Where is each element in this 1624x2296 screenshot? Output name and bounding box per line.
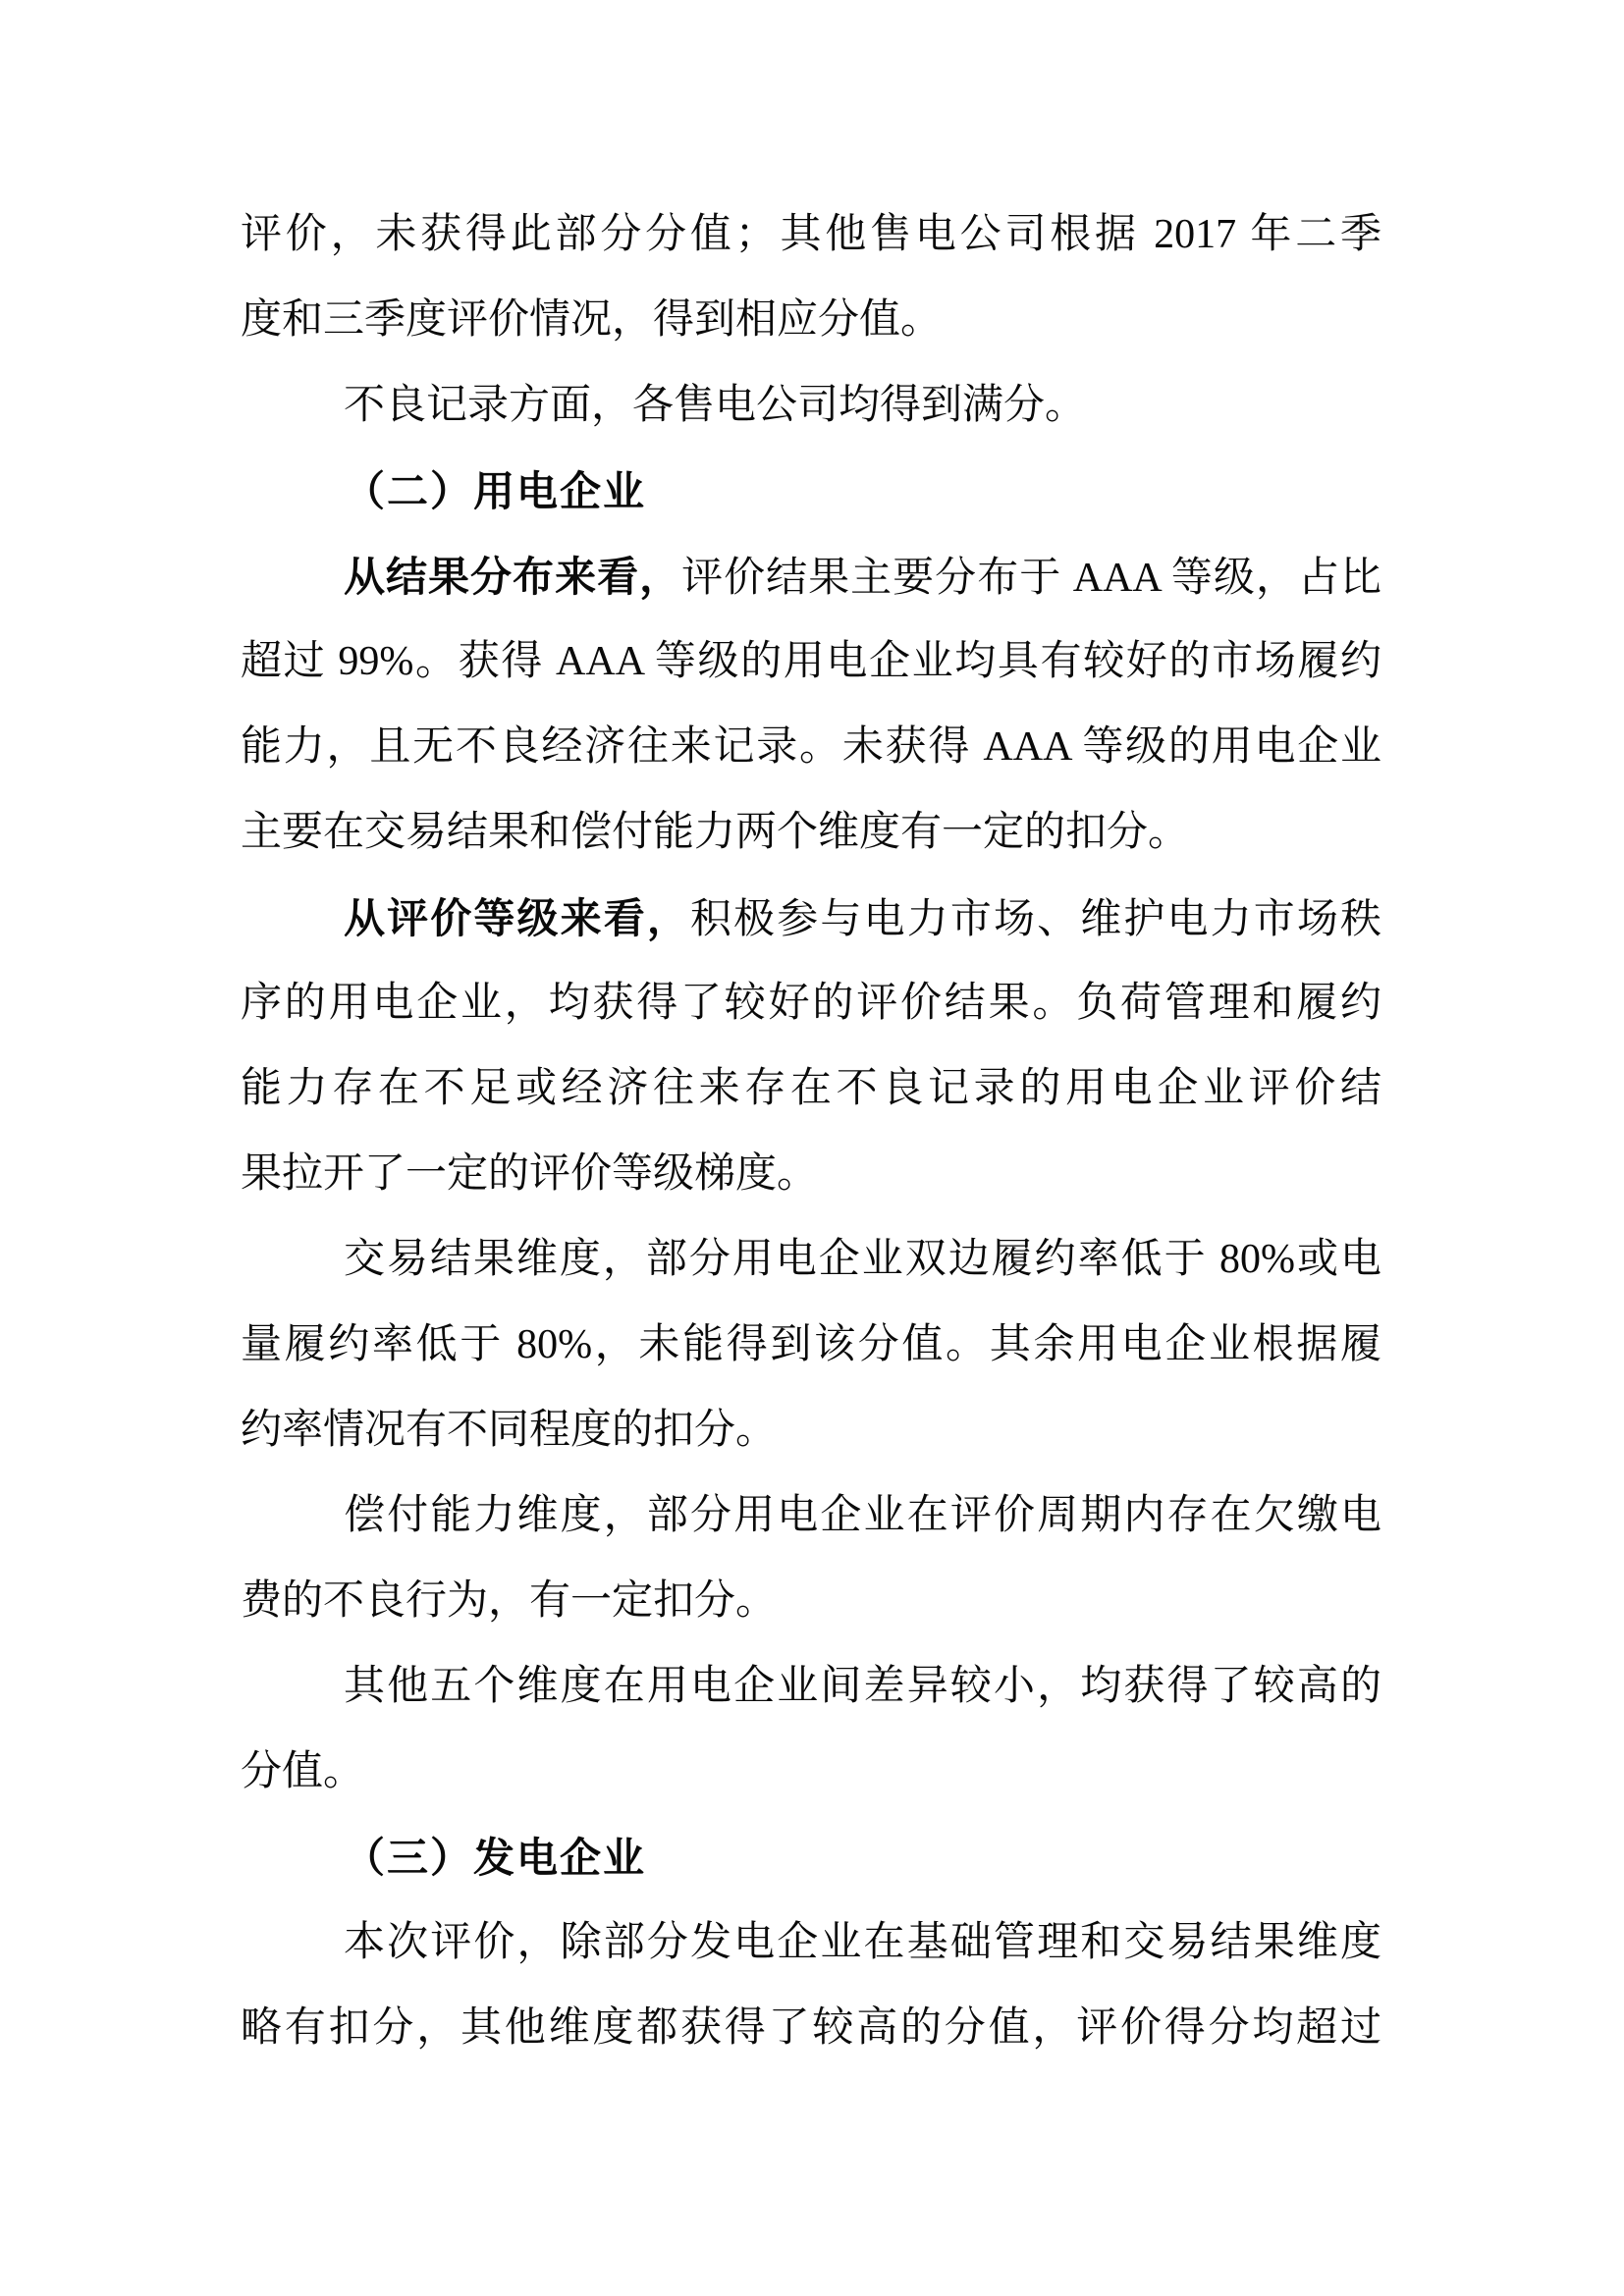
paragraph-line-02 [241, 278, 1381, 363]
text: 约率情况有不同程度的扣分。 [241, 1408, 778, 1453]
paragraph-line-03 [241, 363, 1381, 449]
paragraph-line-17 [241, 1559, 1381, 1644]
paragraph-line-11 [241, 1046, 1381, 1132]
paragraph-line-13 [241, 1217, 1381, 1303]
text: 积极参与电力市场、维护电力市场秩 [690, 897, 1381, 942]
paragraph-line-16 [241, 1473, 1381, 1559]
text: 本次评价，除部分发电企业在基础管理和交易结果维度 [344, 1920, 1381, 1965]
bold-lead-text: 从评价等级来看， [344, 895, 691, 941]
text: 果拉开了一定的评价等级梯度。 [241, 1151, 819, 1197]
text: 量履约率低于 80%，未能得到该分值。其余用电企业根据履 [241, 1322, 1381, 1367]
paragraph-line-09 [241, 876, 1381, 961]
text: 分值。 [241, 1749, 365, 1794]
document-body [241, 192, 1381, 2071]
paragraph-line-01 [241, 192, 1381, 278]
text: 评价，未获得此部分分值；其他售电公司根据 2017 年二季 [241, 212, 1381, 257]
text: 序的用电企业，均获得了较好的评价结果。负荷管理和履约 [241, 981, 1381, 1026]
paragraph-line-06 [241, 619, 1381, 705]
text: 超过 99%。获得 AAA 等级的用电企业均具有较好的市场履约 [241, 639, 1381, 684]
text: 其他五个维度在用电企业间差异较小，均获得了较高的 [344, 1664, 1381, 1709]
text: 度和三季度评价情况，得到相应分值。 [241, 297, 943, 343]
paragraph-line-21 [241, 1900, 1381, 1986]
text: 能力存在不足或经济往来存在不良记录的用电企业评价结 [241, 1066, 1381, 1111]
text: 不良记录方面，各售电公司均得到满分。 [344, 383, 1087, 428]
paragraph-line-05 [241, 534, 1381, 619]
paragraph-line-07 [241, 705, 1381, 790]
section-heading-power-generators [241, 1815, 1381, 1900]
text: 主要在交易结果和偿付能力两个维度有一定的扣分。 [241, 810, 1190, 855]
paragraph-line-15 [241, 1388, 1381, 1473]
bold-lead-text: 从结果分布来看， [344, 554, 682, 600]
text: 能力，且无不良经济往来记录。未获得 AAA 等级的用电企业 [241, 724, 1381, 770]
section-heading-power-consumers [241, 449, 1381, 534]
text: 略有扣分，其他维度都获得了较高的分值，评价得分均超过 [241, 2005, 1381, 2051]
paragraph-line-14 [241, 1303, 1381, 1388]
text: 费的不良行为，有一定扣分。 [241, 1578, 778, 1624]
paragraph-line-08 [241, 790, 1381, 876]
text: 偿付能力维度，部分用电企业在评价周期内存在欠缴电 [344, 1493, 1381, 1538]
text: 交易结果维度，部分用电企业双边履约率低于 80%或电 [344, 1237, 1381, 1282]
heading-text: （三）发电企业 [344, 1835, 647, 1881]
paragraph-line-22 [241, 1986, 1381, 2071]
paragraph-line-12 [241, 1132, 1381, 1217]
paragraph-line-18 [241, 1644, 1381, 1730]
heading-text: （二）用电企业 [344, 468, 647, 514]
paragraph-line-10 [241, 961, 1381, 1046]
paragraph-line-19 [241, 1730, 1381, 1815]
text: 评价结果主要分布于 AAA 等级，占比 [681, 556, 1381, 601]
